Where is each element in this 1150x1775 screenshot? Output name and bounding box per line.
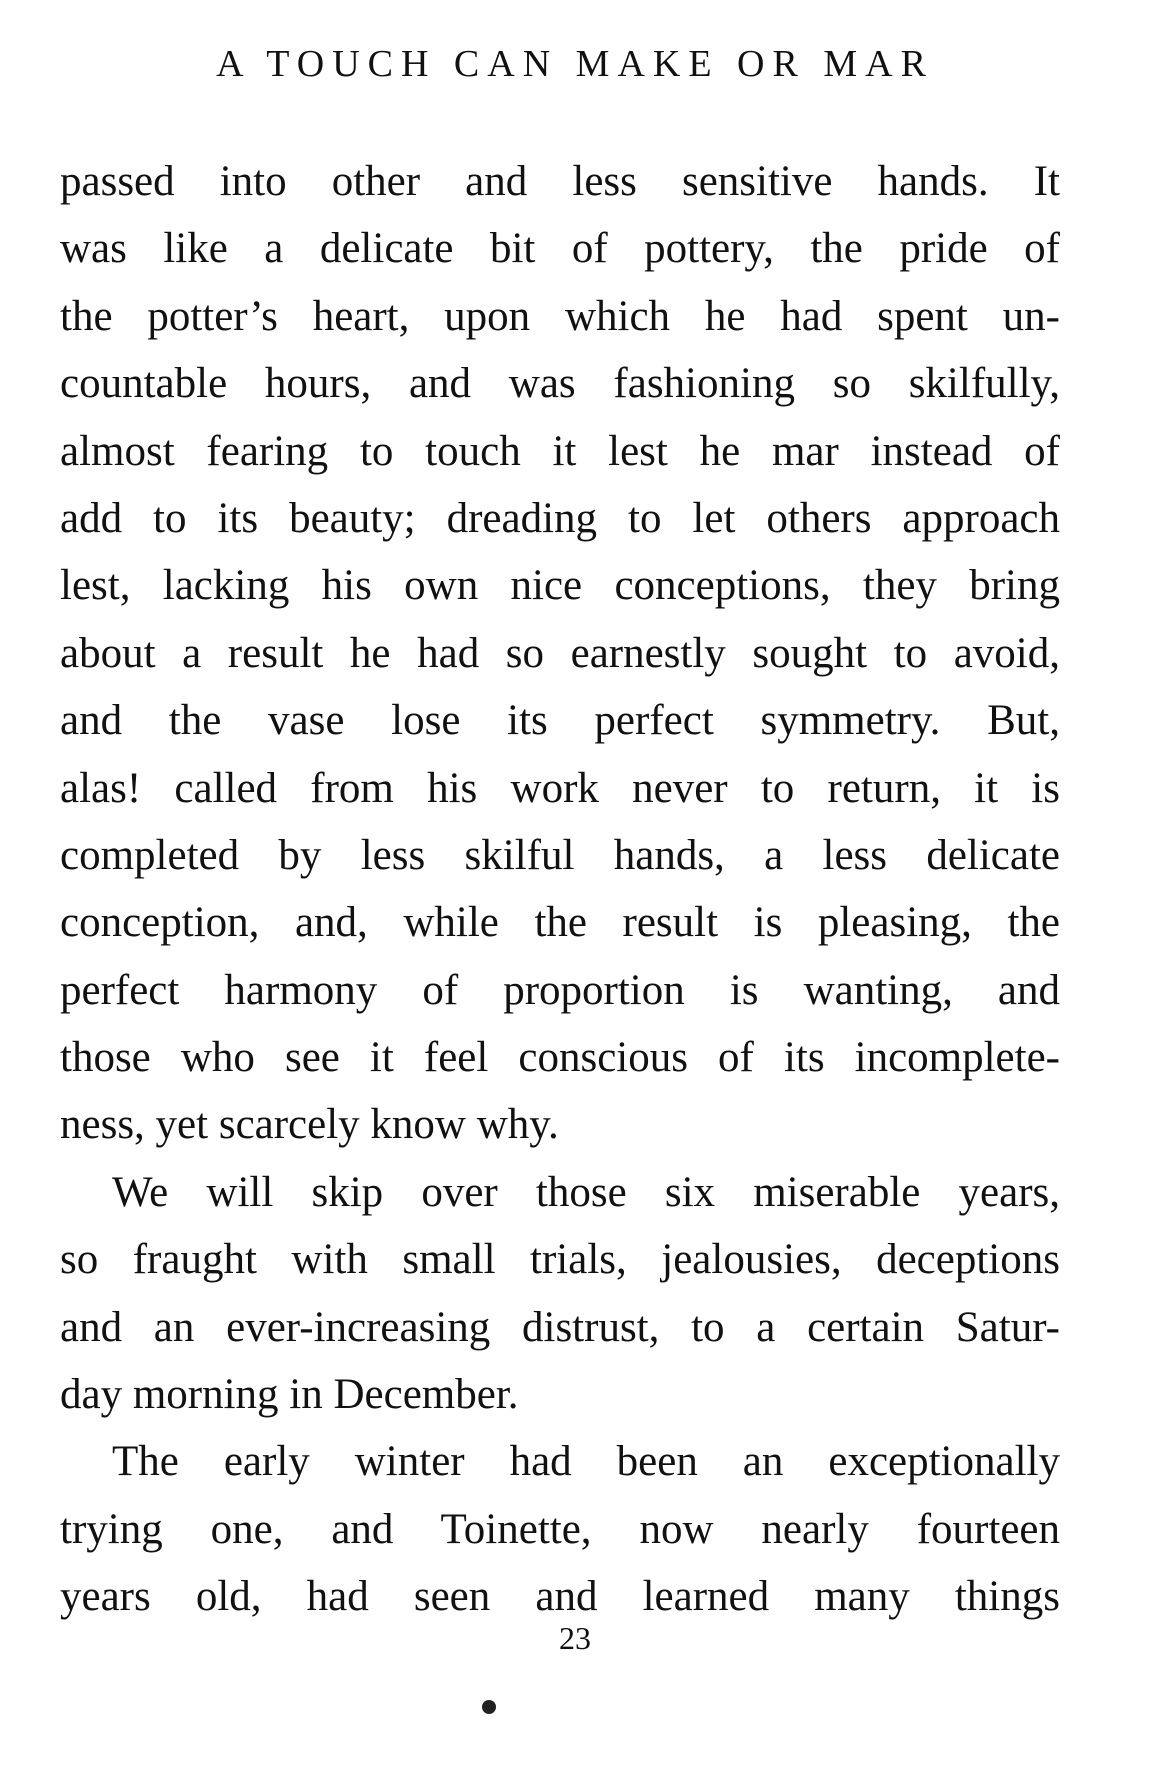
text-line: conception, and, while the result is pleasing, the [60, 899, 1060, 947]
text-line: years old, had seen and learned many things [60, 1573, 1060, 1621]
text-line: and the vase lose its perfect symmetry. But, [60, 697, 1060, 745]
text-line: day morning in December. [60, 1371, 519, 1419]
body-text [60, 148, 1060, 1631]
text-line: passed into other and less sensitive hands. It [60, 158, 1060, 205]
text-line: ness, yet scarcely know why. [60, 1101, 559, 1149]
text-line: the potter’s heart, upon which he had spent un- [60, 292, 1060, 340]
paragraph-2 [60, 1159, 1060, 1429]
printer-ornament-icon [482, 1700, 496, 1714]
text-line: alas! called from his work never to return, it is [60, 764, 1060, 812]
text-line: We will skip over those six miserable years, [112, 1168, 1060, 1216]
text-line: completed by less skilful hands, a less delicate [60, 831, 1060, 879]
text-line: add to its beauty; dreading to let others approach [60, 494, 1060, 542]
text-line: countable hours, and was fashioning so skilfully, [60, 360, 1060, 408]
text-line: lest, lacking his own nice conceptions, they bring [60, 562, 1060, 610]
text-line: perfect harmony of proportion is wanting, and [60, 966, 1060, 1014]
paragraph-1 [60, 148, 1060, 1159]
text-line: was like a delicate bit of pottery, the pride of [60, 225, 1060, 273]
text-line: so fraught with small trials, jealousies, deceptions [60, 1236, 1060, 1284]
text-line: about a result he had so earnestly sought to avoid, [60, 629, 1060, 677]
text-line: The early winter had been an exceptionally [112, 1438, 1060, 1486]
paragraph-3 [60, 1428, 1060, 1630]
page-number: 23 [559, 1620, 591, 1656]
text-line: trying one, and Toinette, now nearly fourteen [60, 1505, 1060, 1553]
running-header: A TOUCH CAN MAKE OR MAR [216, 43, 934, 85]
text-line: those who see it feel conscious of its incomplete- [60, 1034, 1060, 1082]
text-line: and an ever-increasing distrust, to a certain Satur- [60, 1303, 1060, 1351]
text-line: almost fearing to touch it lest he mar instead of [60, 427, 1060, 475]
